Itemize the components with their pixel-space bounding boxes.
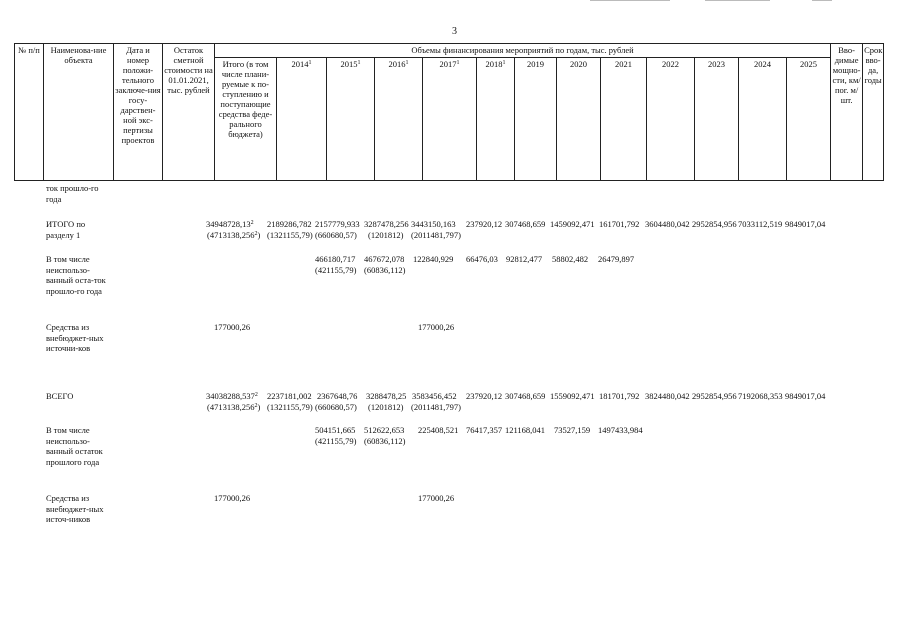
cell-2017-federal: (2011481,797)	[411, 402, 461, 412]
row-total-value: 177000,26	[214, 322, 251, 332]
cell-2016-federal: (1201812)	[368, 230, 404, 240]
header-year: 2020	[557, 58, 601, 181]
cell-2017: 3583456,452	[412, 391, 457, 401]
cell-2014: 2237181,002	[267, 391, 312, 401]
cell-2015-federal: (660680,57)	[315, 402, 357, 412]
header-col-total: Итого (в том числе плани-руемые к по-ступлению и поступающие средства феде-рального бюджета)	[215, 58, 277, 181]
row-label: ВСЕГО	[46, 391, 74, 401]
cell-2015-federal: (421155,79)	[315, 265, 357, 275]
cell-2018: 76417,357	[466, 425, 503, 435]
cell-2017: 225408,521	[418, 425, 459, 435]
header-year: 2017$^1$	[423, 58, 477, 181]
cell-2022: 3604480,042	[645, 219, 690, 229]
cell-2014-federal: (1321155,79)	[267, 230, 313, 240]
row-total-value: 34038288,537$^2$	[206, 391, 258, 401]
header-year: 2016$^1$	[375, 58, 423, 181]
cell-2021: 161701,792	[599, 219, 640, 229]
header-year: 2019	[515, 58, 557, 181]
cell-2015: 2367648,76	[317, 391, 358, 401]
row-label: ИТОГО по разделу 1	[46, 219, 86, 240]
header-col-date: Дата и номер положи-тельного заключе-ния госу-дарствен-ной экс-пертизы проектов	[114, 44, 163, 181]
page-number: 3	[452, 26, 457, 37]
cell-2019: 92812,477	[506, 254, 543, 264]
cell-2015: 504151,665	[315, 425, 356, 435]
cell-2017: 122840,929	[413, 254, 454, 264]
header-year: 2022	[647, 58, 695, 181]
cell-2016: 512622,653	[364, 425, 405, 435]
cell-2019: 307468,659	[505, 391, 546, 401]
row-label: Средства из внебюджет-ных источ-ников	[46, 493, 104, 524]
cell-2016: 3288478,25	[366, 391, 407, 401]
row-label: В том числе неиспользо-ванный остаток прошлого года	[46, 425, 103, 467]
cell-2023: 2952854,956	[692, 219, 737, 229]
header-year: 2015$^1$	[327, 58, 375, 181]
cell-2020: 1459092,471	[550, 219, 595, 229]
header-year: 2018$^1$	[477, 58, 515, 181]
header-col-balance: Остаток сметной стоимости на 01.01.2021, тыс. рублей	[163, 44, 215, 181]
cell-2015: 466180,717	[315, 254, 356, 264]
cell-2015: 2157779,933	[315, 219, 360, 229]
cell-2020: 1559092,471	[550, 391, 595, 401]
row-total-federal: (4713138,256$^2$)	[207, 402, 261, 412]
cell-2016-federal: (1201812)	[368, 402, 404, 412]
row-label: В том числе неиспользо-ванный оста-ток прошло-го года	[46, 254, 106, 296]
cell-2021: 1497433,984	[598, 425, 643, 435]
header-col-capacity: Вво-димые мощно-сти, км/ пог. м/шт.	[831, 44, 863, 181]
cell-2017-federal: (2011481,797)	[411, 230, 461, 240]
row-label: Средства из внебюджет-ных источни-ков	[46, 322, 104, 353]
header-year: 2023	[695, 58, 739, 181]
cell-2015-federal: (660680,57)	[315, 230, 357, 240]
cell-2024: 7033112,519	[738, 219, 783, 229]
cell-2018: 237920,12	[466, 219, 503, 229]
cell-2024: 7192068,353	[738, 391, 783, 401]
carryover-label: ток прошло-го года	[46, 183, 99, 204]
row-total-value: 177000,26	[214, 493, 251, 503]
table-header	[14, 43, 884, 181]
header-col-number: № п/п	[15, 44, 44, 181]
header-year: 2025	[787, 58, 831, 181]
scan-top-line	[812, 0, 832, 1]
cell-2025: 9849017,04	[785, 391, 826, 401]
header-year: 2014$^1$	[277, 58, 327, 181]
header-year: 2024	[739, 58, 787, 181]
cell-2016: 3287478,256	[364, 219, 409, 229]
header-col-name: Наименова-ние объекта	[44, 44, 114, 181]
cell-2016-federal: (60836,112)	[364, 265, 406, 275]
cell-2020: 58802,482	[552, 254, 589, 264]
cell-2018: 237920,12	[466, 391, 503, 401]
header-group-title: Объемы финансирования мероприятий по годам, тыс. рублей	[215, 44, 831, 58]
cell-2020: 73527,159	[554, 425, 591, 435]
cell-2022: 3824480,042	[645, 391, 690, 401]
cell-2017: 177000,26	[418, 493, 455, 503]
cell-2019: 307468,659	[505, 219, 546, 229]
scan-top-line	[705, 0, 770, 1]
cell-2014: 2189286,782	[267, 219, 312, 229]
cell-2016: 467672,078	[364, 254, 405, 264]
cell-2017: 3443150,163	[411, 219, 456, 229]
cell-2014-federal: (1321155,79)	[267, 402, 313, 412]
header-col-term: Срок вво-да, годы	[863, 44, 884, 181]
header-year: 2021	[601, 58, 647, 181]
cell-2015-federal: (421155,79)	[315, 436, 357, 446]
cell-2021: 26479,897	[598, 254, 635, 264]
cell-2023: 2952854,956	[692, 391, 737, 401]
row-total-value: 34948728,13$^2$	[206, 219, 254, 229]
cell-2025: 9849017,04	[785, 219, 826, 229]
cell-2017: 177000,26	[418, 322, 455, 332]
row-total-federal: (4713138,256$^2$)	[207, 230, 261, 240]
cell-2019: 121168,041	[505, 425, 546, 435]
cell-2016-federal: (60836,112)	[364, 436, 406, 446]
scan-top-line	[590, 0, 670, 1]
cell-2021: 181701,792	[599, 391, 640, 401]
cell-2018: 66476,03	[466, 254, 498, 264]
